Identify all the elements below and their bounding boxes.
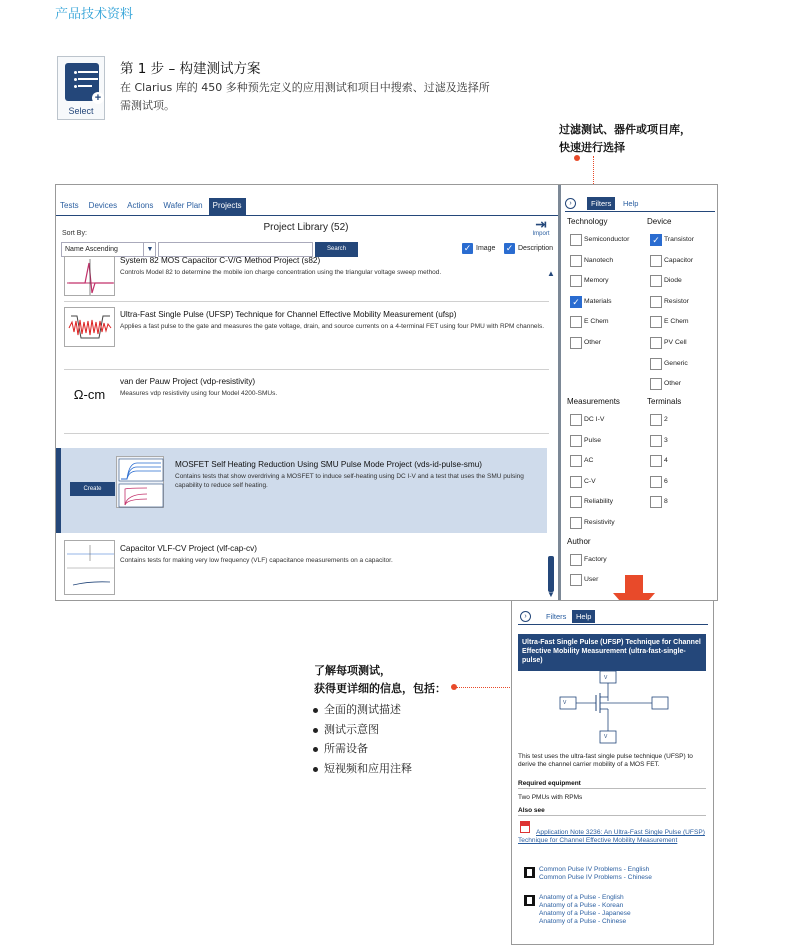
filter-checkbox[interactable] <box>570 435 582 447</box>
filter-option-label: 6 <box>664 477 668 485</box>
help-callout-line2: 获得更详细的信息，包括： <box>314 682 446 695</box>
filter-option-label: Generic <box>664 359 688 367</box>
project-title: Ultra-Fast Single Pulse (UFSP) Technique for Channel Effective Mobility Measurement (ufsp) <box>120 310 457 319</box>
feature-bullet-list <box>312 700 412 778</box>
filter-option-label: C-V <box>584 477 596 485</box>
tabs-divider <box>56 215 558 216</box>
filter-option-label: User <box>584 576 599 583</box>
bullet-item: 测试示意图 <box>312 720 412 740</box>
video-link-group <box>539 866 652 882</box>
search-button[interactable]: Search <box>315 242 358 257</box>
list-separator <box>64 301 549 302</box>
tab-filters[interactable]: Filters <box>546 612 567 621</box>
filter-option-label: 3 <box>664 436 668 444</box>
filter-checkbox[interactable]: ✓ <box>650 234 662 246</box>
tab-actions[interactable]: Actions <box>127 201 154 210</box>
filter-option-label: DC I-V <box>584 416 605 423</box>
project-description: Contains tests for making very low frequency (VLF) capacitance measurements on a capacitor. <box>120 557 393 564</box>
search-input[interactable] <box>158 242 313 257</box>
filter-checkbox[interactable] <box>570 455 582 467</box>
filter-checkbox[interactable] <box>650 337 662 349</box>
filter-option-label: Nanotech <box>584 256 614 264</box>
filter-checkbox[interactable] <box>570 554 582 566</box>
image-checkbox-label: Image <box>476 245 496 252</box>
filter-checkbox[interactable] <box>570 337 582 349</box>
filter-checkbox[interactable] <box>650 378 662 390</box>
callout-leader-line <box>580 156 594 186</box>
video-link[interactable]: Common Pulse IV Problems - English <box>539 866 650 873</box>
project-thumbnail <box>116 456 164 508</box>
help-test-title: Ultra-Fast Single Pulse (UFSP) Technique for Channel Effective Mobility Measurement (ultra-fast-single-pulse) <box>518 634 706 671</box>
project-thumbnail <box>64 256 115 296</box>
project-description: Contains tests that show overdriving a MOSFET to induce self-heating using DC I-V and a test that uses the SMU pulsing capability to reduce self heating. <box>175 473 524 489</box>
project-thumbnail <box>64 540 115 595</box>
filter-callout <box>559 121 691 157</box>
filter-option-label: PV Cell <box>664 339 687 346</box>
video-icon <box>524 895 535 906</box>
scroll-up-icon[interactable]: ▲ <box>547 269 555 278</box>
filter-checkbox[interactable] <box>650 316 662 328</box>
bullet-item: 所需设备 <box>312 739 412 759</box>
diagram-label: V <box>563 700 567 706</box>
main-tabs <box>56 198 248 215</box>
filter-checkbox[interactable] <box>570 275 582 287</box>
help-callout <box>314 662 446 698</box>
filter-option-label: 2 <box>664 416 668 423</box>
collapse-chevron-icon[interactable]: › <box>520 611 531 622</box>
video-link[interactable]: Common Pulse IV Problems - Chinese <box>539 874 652 881</box>
video-link[interactable]: Anatomy of a Pulse - English <box>539 894 624 901</box>
video-icon <box>524 867 535 878</box>
bullet-item: 全面的测试描述 <box>312 700 412 720</box>
tab-tests[interactable]: Tests <box>60 201 79 210</box>
filter-option-label: Resistor <box>664 297 689 305</box>
app-note-link[interactable]: Application Note 3236: An Ultra-Fast Single Pulse (UFSP) Technique for Channel Effective Mobility Measurement <box>518 829 705 844</box>
step-title: 第 1 步 – 构建测试方案 <box>120 61 261 77</box>
help-description: This test uses the ultra-fast single pulse technique (UFSP) to derive the channel carrier mobility of a MOS FET. <box>518 753 693 768</box>
filter-option-label: Other <box>584 339 601 346</box>
filter-checkbox[interactable] <box>570 496 582 508</box>
list-separator <box>64 433 549 434</box>
filter-option-label: E Chem <box>664 318 689 326</box>
sort-select[interactable] <box>61 242 156 257</box>
filter-option-label: Diode <box>664 277 682 285</box>
also-see-heading: Also see <box>518 807 706 816</box>
filter-option-label: Pulse <box>584 436 602 444</box>
tab-filters[interactable]: Filters <box>587 197 615 210</box>
filter-checkbox[interactable] <box>570 517 582 529</box>
device-heading: Device <box>647 217 672 226</box>
filter-option-label: E Chem <box>584 318 609 326</box>
filter-option-label: Semiconductor <box>584 236 630 243</box>
filter-callout-line2: 快速进行选择 <box>559 141 625 154</box>
scroll-down-icon[interactable]: ▼ <box>547 590 555 599</box>
library-title: Project Library (52) <box>263 222 349 233</box>
filter-checkbox[interactable] <box>650 358 662 370</box>
library-pane <box>56 185 558 600</box>
filter-checkbox[interactable] <box>650 255 662 267</box>
filter-checkbox[interactable] <box>570 234 582 246</box>
sort-label: Sort By: <box>62 230 87 237</box>
step-description: 在 Clarius 库的 450 多种预先定义的应用测试和项目中搜索、过滤及选择所需测试项。 <box>120 81 490 112</box>
filter-option-label: Memory <box>584 277 609 285</box>
scroll-thumb[interactable] <box>548 556 554 592</box>
project-title: MOSFET Self Heating Reduction Using SMU Pulse Mode Project (vds-id-pulse-smu) <box>175 460 482 469</box>
project-title: van der Pauw Project (vdp-resistivity) <box>120 377 256 386</box>
filter-option-label: Materials <box>584 297 612 305</box>
filter-pane <box>561 185 719 600</box>
import-button[interactable] <box>526 217 556 237</box>
project-thumbnail: Ω-cm <box>64 375 115 415</box>
project-description: Measures vdp resistivity using four Model 4200-SMUs. <box>120 390 278 397</box>
help-tabs-divider <box>518 624 708 625</box>
help-callout-line1: 了解每项测试， <box>314 664 391 677</box>
filter-option-label: Reliability <box>584 498 614 506</box>
filter-checkbox[interactable] <box>650 414 662 426</box>
project-thumbnail <box>64 307 115 347</box>
tab-help[interactable]: Help <box>623 199 639 208</box>
project-description: Controls Model 82 to determine the mobile ion charge concentration using the triangular voltage sweep method. <box>120 269 442 276</box>
diagram-label: V <box>604 734 608 740</box>
test-schematic-diagram <box>552 671 682 749</box>
required-equipment-heading: Required equipment <box>518 780 706 789</box>
tab-wafer-plan[interactable]: Wafer Plan <box>163 201 203 210</box>
video-link[interactable]: Anatomy of a Pulse - Chinese <box>539 918 627 925</box>
list-separator <box>64 369 549 370</box>
filter-checkbox[interactable] <box>650 476 662 488</box>
description-checkbox[interactable]: ✓ <box>505 243 514 253</box>
project-library-window <box>55 184 718 601</box>
project-title: System 82 MOS Capacitor C-V/G Method Project (s82) <box>120 256 321 265</box>
author-heading: Author <box>567 537 591 546</box>
description-checkbox-label: Description <box>518 245 554 252</box>
filter-option-label: Transistor <box>664 236 694 243</box>
filter-checkbox[interactable] <box>650 496 662 508</box>
filter-option-label: Other <box>664 380 681 388</box>
filter-callout-line1: 过滤测试、器件或项目库， <box>559 123 691 136</box>
tab-projects[interactable]: Projects <box>209 198 246 215</box>
filter-option-label: 8 <box>664 498 668 506</box>
filter-option-label: 4 <box>664 457 668 465</box>
tab-devices[interactable]: Devices <box>88 201 118 210</box>
filter-checkbox[interactable] <box>570 414 582 426</box>
terminals-heading: Terminals <box>647 397 682 406</box>
bullet-item: 短视频和应用注释 <box>312 759 412 779</box>
project-title: Capacitor VLF-CV Project (vlf-cap-cv) <box>120 544 257 553</box>
project-description: Applies a fast pulse to the gate and measures the gate voltage, drain, and source currents on a 4-terminal FET using four PMU with RPM channels. <box>120 323 545 330</box>
video-link[interactable]: Anatomy of a Pulse - Korean <box>539 902 624 909</box>
tab-help[interactable]: Help <box>572 610 595 623</box>
filter-checkbox[interactable] <box>570 476 582 488</box>
filter-checkbox[interactable] <box>650 275 662 287</box>
measurements-heading: Measurements <box>567 397 620 406</box>
select-icon-label: Select <box>68 106 94 116</box>
filter-checkbox[interactable] <box>570 316 582 328</box>
filter-option-label: Capacitor <box>664 256 694 264</box>
filter-checkbox[interactable]: ✓ <box>570 296 582 308</box>
filter-checkbox[interactable] <box>650 296 662 308</box>
filter-option-label: Factory <box>584 556 607 563</box>
video-link[interactable]: Anatomy of a Pulse - Japanese <box>539 910 631 917</box>
page-header-title: 产品技术资料 <box>55 7 134 22</box>
video-link-group <box>539 894 631 926</box>
collapse-chevron-icon[interactable]: › <box>565 198 576 209</box>
technology-heading: Technology <box>567 217 608 226</box>
list-scrollbar[interactable] <box>547 265 556 600</box>
required-equipment-text: Two PMUs with RPMs <box>518 794 583 801</box>
sort-value: Name Ascending <box>65 246 118 253</box>
import-icon: ⇥ <box>535 216 547 232</box>
filter-checkbox[interactable] <box>650 435 662 447</box>
image-checkbox[interactable]: ✓ <box>463 243 472 253</box>
filter-checkbox[interactable] <box>570 255 582 267</box>
filter-option-label: Resistivity <box>584 519 615 526</box>
import-label: Import <box>532 231 550 237</box>
filter-tabs-divider <box>565 211 715 212</box>
filter-option-label: AC <box>584 457 594 465</box>
create-button[interactable]: Create <box>70 482 115 496</box>
filter-checkbox[interactable] <box>650 455 662 467</box>
diagram-label: V <box>604 675 608 681</box>
filter-checkbox[interactable] <box>570 574 582 586</box>
list-add-icon: + <box>65 63 99 101</box>
selection-indicator <box>56 448 61 533</box>
dropdown-arrow-icon[interactable]: ▼ <box>143 243 156 256</box>
callout-dot <box>451 684 457 690</box>
help-panel <box>511 600 714 945</box>
select-step-icon <box>57 56 105 120</box>
project-list <box>56 256 550 600</box>
